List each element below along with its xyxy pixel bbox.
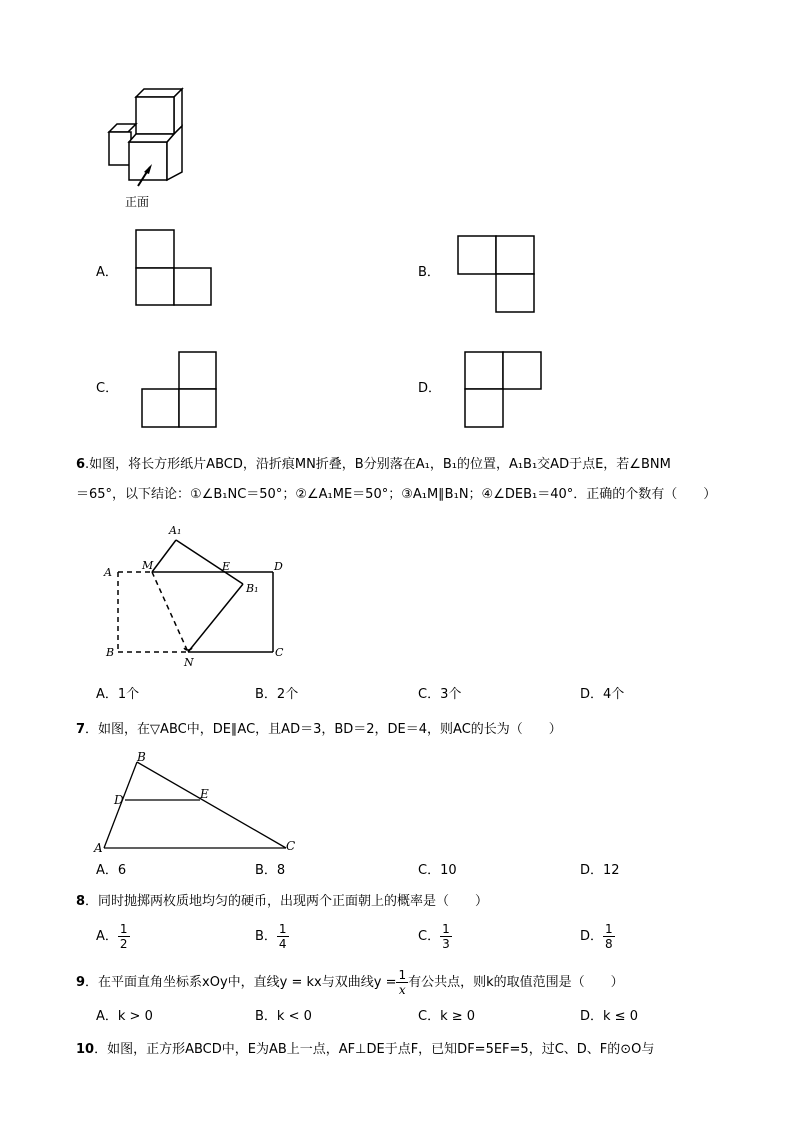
q6-option-a[interactable]: A．1个	[96, 687, 140, 702]
q8-option-d[interactable]: D． $\frac{1}{8}$	[580, 922, 613, 951]
q6-text-line2: ＝65°，以下结论：①∠B₁NC＝50°；②∠A₁ME＝50°；③A₁M∥B₁N；④∠DEB₁＝40°．正确的个数有（ ）	[76, 487, 717, 502]
q5-option-b-figure	[456, 234, 538, 314]
q8-option-a[interactable]: A． $\frac{1}{2}$	[96, 922, 128, 951]
q7-label-c: C	[286, 839, 296, 853]
q9-text: 9．在平面直角坐标系xOy中，直线y = kx与双曲线y = $\frac{1}{x}$ 有公共点，则k的取值范围是（ ）	[76, 968, 624, 997]
q9-option-a[interactable]: A．k > 0	[96, 1009, 153, 1024]
q7-label-e: E	[200, 787, 209, 801]
q6-label-c: C	[275, 646, 284, 659]
q9-option-c[interactable]: C．k ≥ 0	[418, 1009, 476, 1024]
q7-option-c[interactable]: C．10	[418, 863, 457, 878]
q7-label-d: D	[114, 793, 124, 807]
q5-option-d-figure	[463, 350, 545, 430]
q7-option-a[interactable]: A．6	[96, 863, 127, 878]
q10-text: 10．如图，正方形ABCD中，E为AB上一点，AF⊥DE于点F，已知DF=5EF=5，过C、D、F的⊙O与	[76, 1042, 655, 1057]
q9-number: 9	[76, 975, 86, 990]
q8-option-c-fraction: $\frac{1}{3}$	[442, 922, 450, 951]
q7-option-b[interactable]: B．8	[255, 863, 286, 878]
q6-label-b: B	[106, 646, 115, 659]
q5-option-d-label[interactable]: D．	[418, 381, 442, 396]
q7-label-a: A	[94, 841, 103, 855]
q7-option-d[interactable]: D．12	[580, 863, 620, 878]
q6-option-b[interactable]: B．2个	[255, 687, 299, 702]
q6-label-m: M	[142, 559, 154, 572]
q8-option-b-fraction: $\frac{1}{4}$	[278, 922, 287, 951]
q6-option-d[interactable]: D．4个	[580, 687, 625, 702]
q6-label-n: N	[184, 656, 194, 669]
q6-number: 6	[76, 457, 86, 472]
q5-option-a-figure	[134, 228, 214, 308]
q9-option-b[interactable]: B．k < 0	[255, 1009, 312, 1024]
q7-number: 7	[76, 722, 86, 737]
q5-option-a-label[interactable]: A．	[96, 265, 118, 280]
q8-option-b[interactable]: B． $\frac{1}{4}$	[255, 922, 287, 951]
q10-number: 10	[76, 1042, 95, 1057]
q8-number: 8	[76, 894, 86, 909]
q8-option-d-fraction: $\frac{1}{8}$	[605, 922, 613, 951]
q7-text: 7．如图，在▽ABC中，DE∥AC，且AD＝3，BD＝2，DE＝4，则AC的长为（ ）	[76, 722, 562, 737]
q7-label-b: B	[137, 750, 146, 764]
q8-option-a-fraction: $\frac{1}{2}$	[119, 922, 128, 951]
q9-option-d[interactable]: D．k ≤ 0	[580, 1009, 638, 1024]
q6-label-b1: B₁	[246, 582, 259, 595]
q6-option-c[interactable]: C．3个	[418, 687, 462, 702]
q5-option-b-label[interactable]: B．	[418, 265, 440, 280]
q6-label-a1: A₁	[169, 524, 182, 537]
q8-text: 8．同时抛掷两枚质地均匀的硬币，出现两个正面朝上的概率是（ ）	[76, 894, 489, 909]
q6-label-a: A	[104, 566, 112, 579]
q8-option-c[interactable]: C． $\frac{1}{3}$	[418, 922, 450, 951]
q5-option-c-label[interactable]: C．	[96, 381, 119, 396]
cube-stack-figure	[100, 82, 200, 212]
q7-triangle-figure	[90, 750, 310, 855]
q6-fold-figure	[96, 520, 306, 670]
q5-option-c-figure	[140, 350, 220, 430]
front-label: 正面	[125, 195, 150, 209]
q6-label-d: D	[274, 560, 283, 573]
q9-fraction: $\frac{1}{x}$	[398, 968, 407, 997]
q6-text-line1: 6.如图，将长方形纸片ABCD，沿折痕MN折叠，B分别落在A₁，B₁的位置，A₁B₁交AD于点E，若∠BNM	[76, 457, 671, 472]
q6-label-e: E	[222, 560, 231, 573]
